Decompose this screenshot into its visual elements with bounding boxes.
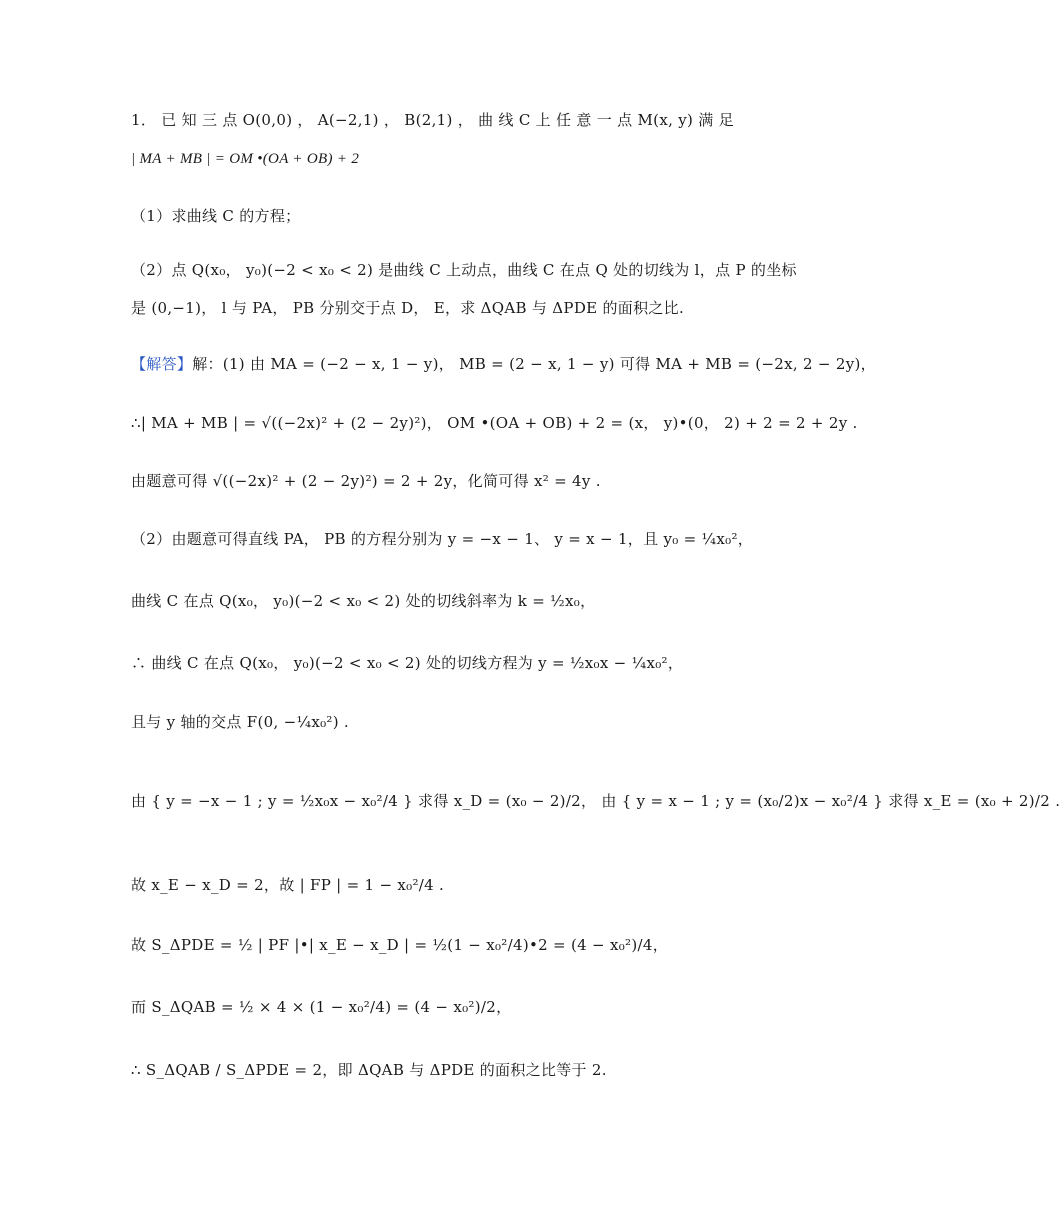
- question-part-2-line-2: 是 (0,−1)， l 与 PA， PB 分别交于点 D， E，求 ΔQAB 与 ΔPDE 的面积之比.: [131, 299, 685, 317]
- solution-step-10: 故 S_ΔPDE = ½ | PF |•| x_E − x_D | = ½(1 − x₀²/4)•2 = (4 − x₀²)/4，: [131, 936, 668, 954]
- solution-step-1: [131, 353, 876, 375]
- solution-step-6: ∴ 曲线 C 在点 Q(x₀， y₀)(−2 < x₀ < 2) 处的切线方程为 y = ½x₀x − ¼x₀²，: [131, 654, 684, 672]
- solution-step-1-text: 解：(1) 由 MA = (−2 − x, 1 − y)， MB = (2 − x, 1 − y) 可得 MA + MB = (−2x, 2 − 2y)，: [192, 355, 876, 373]
- problem-condition-equation: | MA + MB | = OM •(OA + OB) + 2: [131, 151, 360, 167]
- solution-step-11: 而 S_ΔQAB = ½ × 4 × (1 − x₀²/4) = (4 − x₀²)/2，: [131, 998, 512, 1016]
- solution-step-3: 由题意可得 √((−2x)² + (2 − 2y)²) = 2 + 2y，化简可得 x² = 4y .: [131, 472, 601, 490]
- solution-step-2: ∴| MA + MB | = √((−2x)² + (2 − 2y)²)， OM •(OA + OB) + 2 = (x， y)•(0， 2) + 2 = 2 + 2y .: [131, 414, 858, 432]
- solution-step-8: 由 { y = −x − 1 ; y = ½x₀x − x₀²/4 } 求得 x_D = (x₀ − 2)/2， 由 { y = x − 1 ; y = (x₀/2)x − x₀²/4 } 求得 x_E = (x₀ + 2)/2 .: [131, 792, 1060, 810]
- question-part-1: （1）求曲线 C 的方程；: [131, 207, 301, 225]
- solution-step-9: 故 x_E − x_D = 2，故 | FP | = 1 − x₀²/4 .: [131, 876, 445, 894]
- solution-step-5: 曲线 C 在点 Q(x₀， y₀)(−2 < x₀ < 2) 处的切线斜率为 k = ½x₀，: [131, 592, 596, 610]
- answer-tag: 【解答】: [131, 355, 193, 373]
- solution-step-7: 且与 y 轴的交点 F(0, −¼x₀²) .: [131, 713, 349, 731]
- solution-step-4: （2）由题意可得直线 PA， PB 的方程分别为 y = −x − 1、 y = x − 1，且 y₀ = ¼x₀²，: [131, 530, 754, 548]
- solution-step-12: ∴ S_ΔQAB / S_ΔPDE = 2，即 ΔQAB 与 ΔPDE 的面积之比等于 2.: [131, 1061, 607, 1079]
- problem-statement-line-1: 1． 已 知 三 点 O(0,0) ， A(−2,1) ， B(2,1) ， 曲 线 C 上 任 意 一 点 M(x, y) 满 足: [131, 111, 734, 129]
- question-part-2-line-1: （2）点 Q(x₀， y₀)(−2 < x₀ < 2) 是曲线 C 上动点，曲线 C 在点 Q 处的切线为 l，点 P 的坐标: [131, 261, 797, 279]
